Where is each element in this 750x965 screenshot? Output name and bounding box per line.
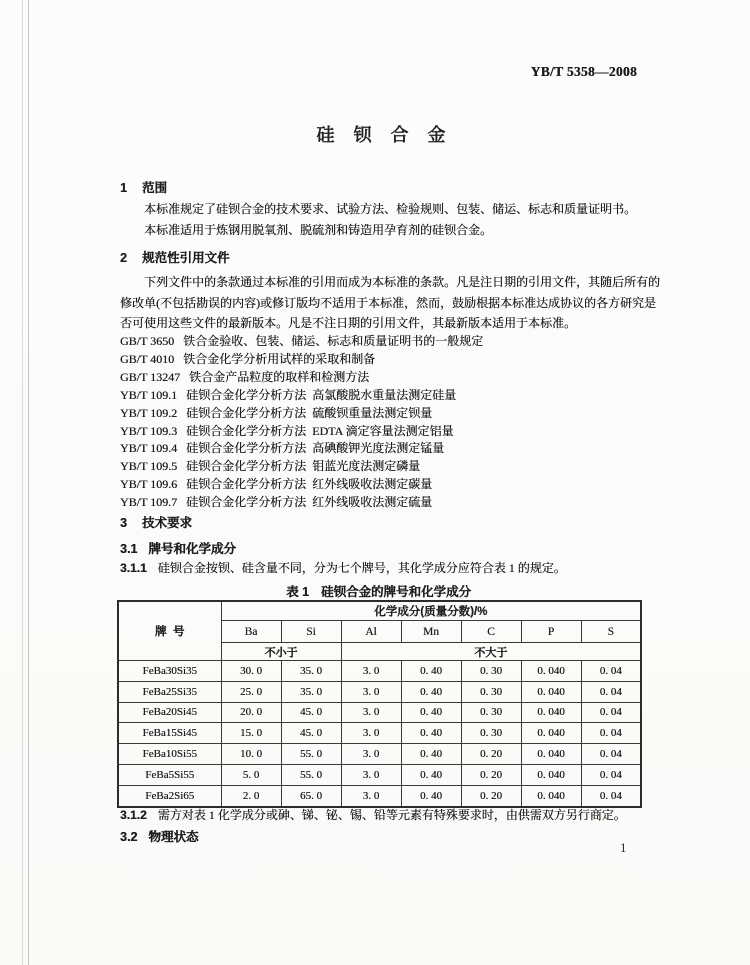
element-header: Al (341, 621, 401, 643)
table-row (118, 764, 641, 785)
value-cell: 0. 04 (581, 681, 641, 702)
value-cell: 0. 040 (521, 723, 581, 744)
reference-title: 铁合金化学分析用试样的采取和制备 (183, 351, 376, 366)
value-cell: 3. 0 (341, 661, 401, 682)
reference-title: 硅钡合金化学分析方法 红外线吸收法测定碳量 (186, 477, 433, 492)
reference-item (120, 333, 655, 351)
value-cell: 0. 040 (521, 681, 581, 702)
table-caption-text: 硅钡合金的牌号和化学成分 (320, 585, 471, 599)
value-cell: 0. 40 (401, 702, 461, 723)
reference-code: GB/T 3650 (120, 334, 175, 348)
value-cell: 0. 40 (401, 661, 461, 682)
reference-title: 硅钡合金化学分析方法 EDTA 滴定容量法测定铝量 (186, 423, 454, 438)
value-cell: 3. 0 (341, 723, 401, 744)
reference-item (120, 494, 655, 512)
page-number: 1 (620, 840, 627, 855)
references-intro (120, 272, 661, 334)
value-cell: 35. 0 (281, 661, 341, 682)
value-cell: 0. 04 (581, 764, 641, 785)
clause-number: 3 (120, 516, 127, 530)
clause-number: 2 (120, 251, 127, 265)
reference-code: YB/T 109.4 (120, 441, 178, 456)
value-cell: 65. 0 (281, 785, 341, 806)
element-header: S (581, 621, 641, 643)
value-cell: 5. 0 (221, 764, 281, 785)
value-cell: 0. 30 (461, 661, 521, 682)
value-cell: 0. 40 (401, 681, 461, 702)
value-cell: 3. 0 (341, 681, 401, 702)
value-cell: 10. 0 (221, 744, 281, 765)
element-header: C (461, 621, 521, 643)
reference-item (120, 458, 655, 476)
grade-cell: FeBa30Si35 (118, 661, 221, 682)
text-line: 本标准适用于炼钢用脱氧剂、脱硫剂和铸造用孕育剂的硅钡合金。 (144, 222, 493, 237)
clause-number: 3.1.1 (120, 561, 147, 575)
clause-2-heading (120, 248, 229, 266)
limit-min-header: 不小于 (221, 643, 341, 661)
value-cell: 0. 040 (521, 702, 581, 723)
text-line: 否可使用这些文件的最新版本。凡是不注日期的引用文件，其最新版本适用于本标准。 (120, 316, 577, 330)
value-cell: 35. 0 (281, 681, 341, 702)
reference-code: YB/T 109.7 (120, 495, 178, 510)
reference-item (120, 405, 655, 423)
element-header: Ba (221, 621, 281, 643)
reference-title: 硅钡合金化学分析方法 高碘酸钾光度法测定锰量 (186, 441, 445, 456)
composition-group-header: 化学成分(质量分数)/% (221, 601, 641, 621)
clause-1-heading (120, 178, 167, 196)
standard-number: YB/T 5358—2008 (530, 64, 637, 79)
reference-code: GB/T 13247 (120, 369, 181, 384)
table-body (118, 661, 641, 807)
grade-cell: FeBa20Si45 (118, 702, 221, 723)
clause-number: 3.2 (120, 830, 138, 844)
reference-item (120, 423, 655, 441)
element-header: P (521, 621, 581, 643)
reference-title: 硅钡合金化学分析方法 硫酸钡重量法测定钡量 (186, 405, 433, 420)
value-cell: 55. 0 (281, 764, 341, 785)
grade-cell: FeBa25Si35 (118, 681, 221, 702)
clause-title: 规范性引用文件 (141, 251, 230, 265)
table-row (118, 681, 641, 702)
value-cell: 3. 0 (341, 764, 401, 785)
clause-title: 物理状态 (148, 830, 199, 844)
value-cell: 45. 0 (281, 702, 341, 723)
limit-max-header: 不大于 (341, 643, 641, 661)
grade-column-header: 牌 号 (118, 601, 221, 661)
value-cell: 0. 04 (581, 661, 641, 682)
table-header-row-group (118, 601, 641, 621)
clause-3-2-heading (120, 827, 198, 845)
reference-title: 铁合金产品粒度的取样和检测方法 (189, 369, 370, 384)
value-cell: 0. 40 (401, 785, 461, 806)
clause-title: 范围 (141, 181, 167, 195)
clause-text: 需方对表 1 化学成分或砷、锑、铋、锡、铅等元素有特殊要求时，由供需双方另行商定。 (157, 808, 626, 822)
reference-title: 硅钡合金化学分析方法 高氯酸脱水重量法测定硅量 (186, 387, 457, 402)
reference-code: YB/T 109.2 (120, 405, 178, 420)
text-line: 下列文件中的条款通过本标准的引用而成为本标准的条款。凡是注日期的引用文件，其随后所有的 (144, 275, 661, 289)
clause-number: 3.1.2 (120, 808, 147, 822)
value-cell: 15. 0 (221, 723, 281, 744)
table-row (118, 661, 641, 682)
value-cell: 0. 40 (401, 764, 461, 785)
table-caption-label: 表 1 (286, 585, 309, 599)
value-cell: 0. 20 (461, 785, 521, 806)
clause-number: 1 (120, 181, 127, 195)
table-row (118, 744, 641, 765)
grade-cell: FeBa5Si55 (118, 764, 221, 785)
value-cell: 25. 0 (221, 681, 281, 702)
element-header: Mn (401, 621, 461, 643)
element-header: Si (281, 621, 341, 643)
reference-item (120, 387, 655, 405)
value-cell: 3. 0 (341, 785, 401, 806)
value-cell: 0. 20 (461, 764, 521, 785)
reference-title: 硅钡合金化学分析方法 钼蓝光度法测定磷量 (186, 459, 421, 474)
grade-cell: FeBa15Si45 (118, 723, 221, 744)
value-cell: 0. 04 (581, 785, 641, 806)
reference-code: YB/T 109.5 (120, 459, 178, 474)
value-cell: 0. 20 (461, 744, 521, 765)
text-line: 修改单(不包括勘误的内容)或修订版均不适用于本标准，然而，鼓励根据本标准达成协议的各方研究是 (120, 295, 656, 310)
reference-code: YB/T 109.3 (120, 423, 178, 438)
document-title: 硅 钡 合 金 (316, 125, 447, 145)
reference-item (120, 440, 655, 458)
value-cell: 0. 040 (521, 661, 581, 682)
value-cell: 0. 30 (461, 681, 521, 702)
value-cell: 30. 0 (221, 661, 281, 682)
value-cell: 0. 040 (521, 744, 581, 765)
table-row (118, 702, 641, 723)
value-cell: 55. 0 (281, 744, 341, 765)
value-cell: 0. 040 (521, 785, 581, 806)
value-cell: 0. 30 (461, 702, 521, 723)
clause-3-1-1 (120, 558, 655, 579)
value-cell: 0. 040 (521, 764, 581, 785)
reference-list (120, 333, 655, 512)
reference-title: 硅钡合金化学分析方法 红外线吸收法测定硫量 (186, 495, 433, 510)
table-1-chemical-composition (117, 600, 642, 808)
reference-code: YB/T 109.6 (120, 477, 178, 492)
reference-code: GB/T 4010 (120, 351, 175, 366)
clause-3-1-heading (120, 539, 236, 557)
clause-text: 硅钡合金按钡、硅含量不同，分为七个牌号，其化学成分应符合表 1 的规定。 (157, 561, 566, 575)
clause-number: 3.1 (120, 542, 138, 556)
value-cell: 0. 40 (401, 723, 461, 744)
scope-paragraph (120, 199, 655, 240)
clause-title: 牌号和化学成分 (148, 542, 236, 556)
reference-code: YB/T 109.1 (120, 387, 178, 402)
clause-3-heading (120, 513, 192, 531)
table-row (118, 723, 641, 744)
scan-fold-line (22, 0, 29, 965)
value-cell: 2. 0 (221, 785, 281, 806)
table-caption (117, 582, 640, 600)
reference-title: 铁合金验收、包装、储运、标志和质量证明书的一般规定 (183, 334, 484, 348)
clause-title: 技术要求 (141, 516, 192, 530)
clause-3-1-2 (120, 805, 655, 826)
value-cell: 45. 0 (281, 723, 341, 744)
reference-item (120, 369, 655, 387)
value-cell: 0. 04 (581, 702, 641, 723)
table-row (118, 785, 641, 806)
value-cell: 0. 04 (581, 744, 641, 765)
grade-cell: FeBa2Si65 (118, 785, 221, 806)
value-cell: 0. 04 (581, 723, 641, 744)
reference-item (120, 476, 655, 494)
value-cell: 3. 0 (341, 702, 401, 723)
value-cell: 20. 0 (221, 702, 281, 723)
text-line: 本标准规定了硅钡合金的技术要求、试验方法、检验规则、包装、储运、标志和质量证明书。 (144, 202, 637, 216)
value-cell: 0. 40 (401, 744, 461, 765)
reference-item (120, 351, 655, 369)
value-cell: 0. 30 (461, 723, 521, 744)
grade-cell: FeBa10Si55 (118, 744, 221, 765)
value-cell: 3. 0 (341, 744, 401, 765)
